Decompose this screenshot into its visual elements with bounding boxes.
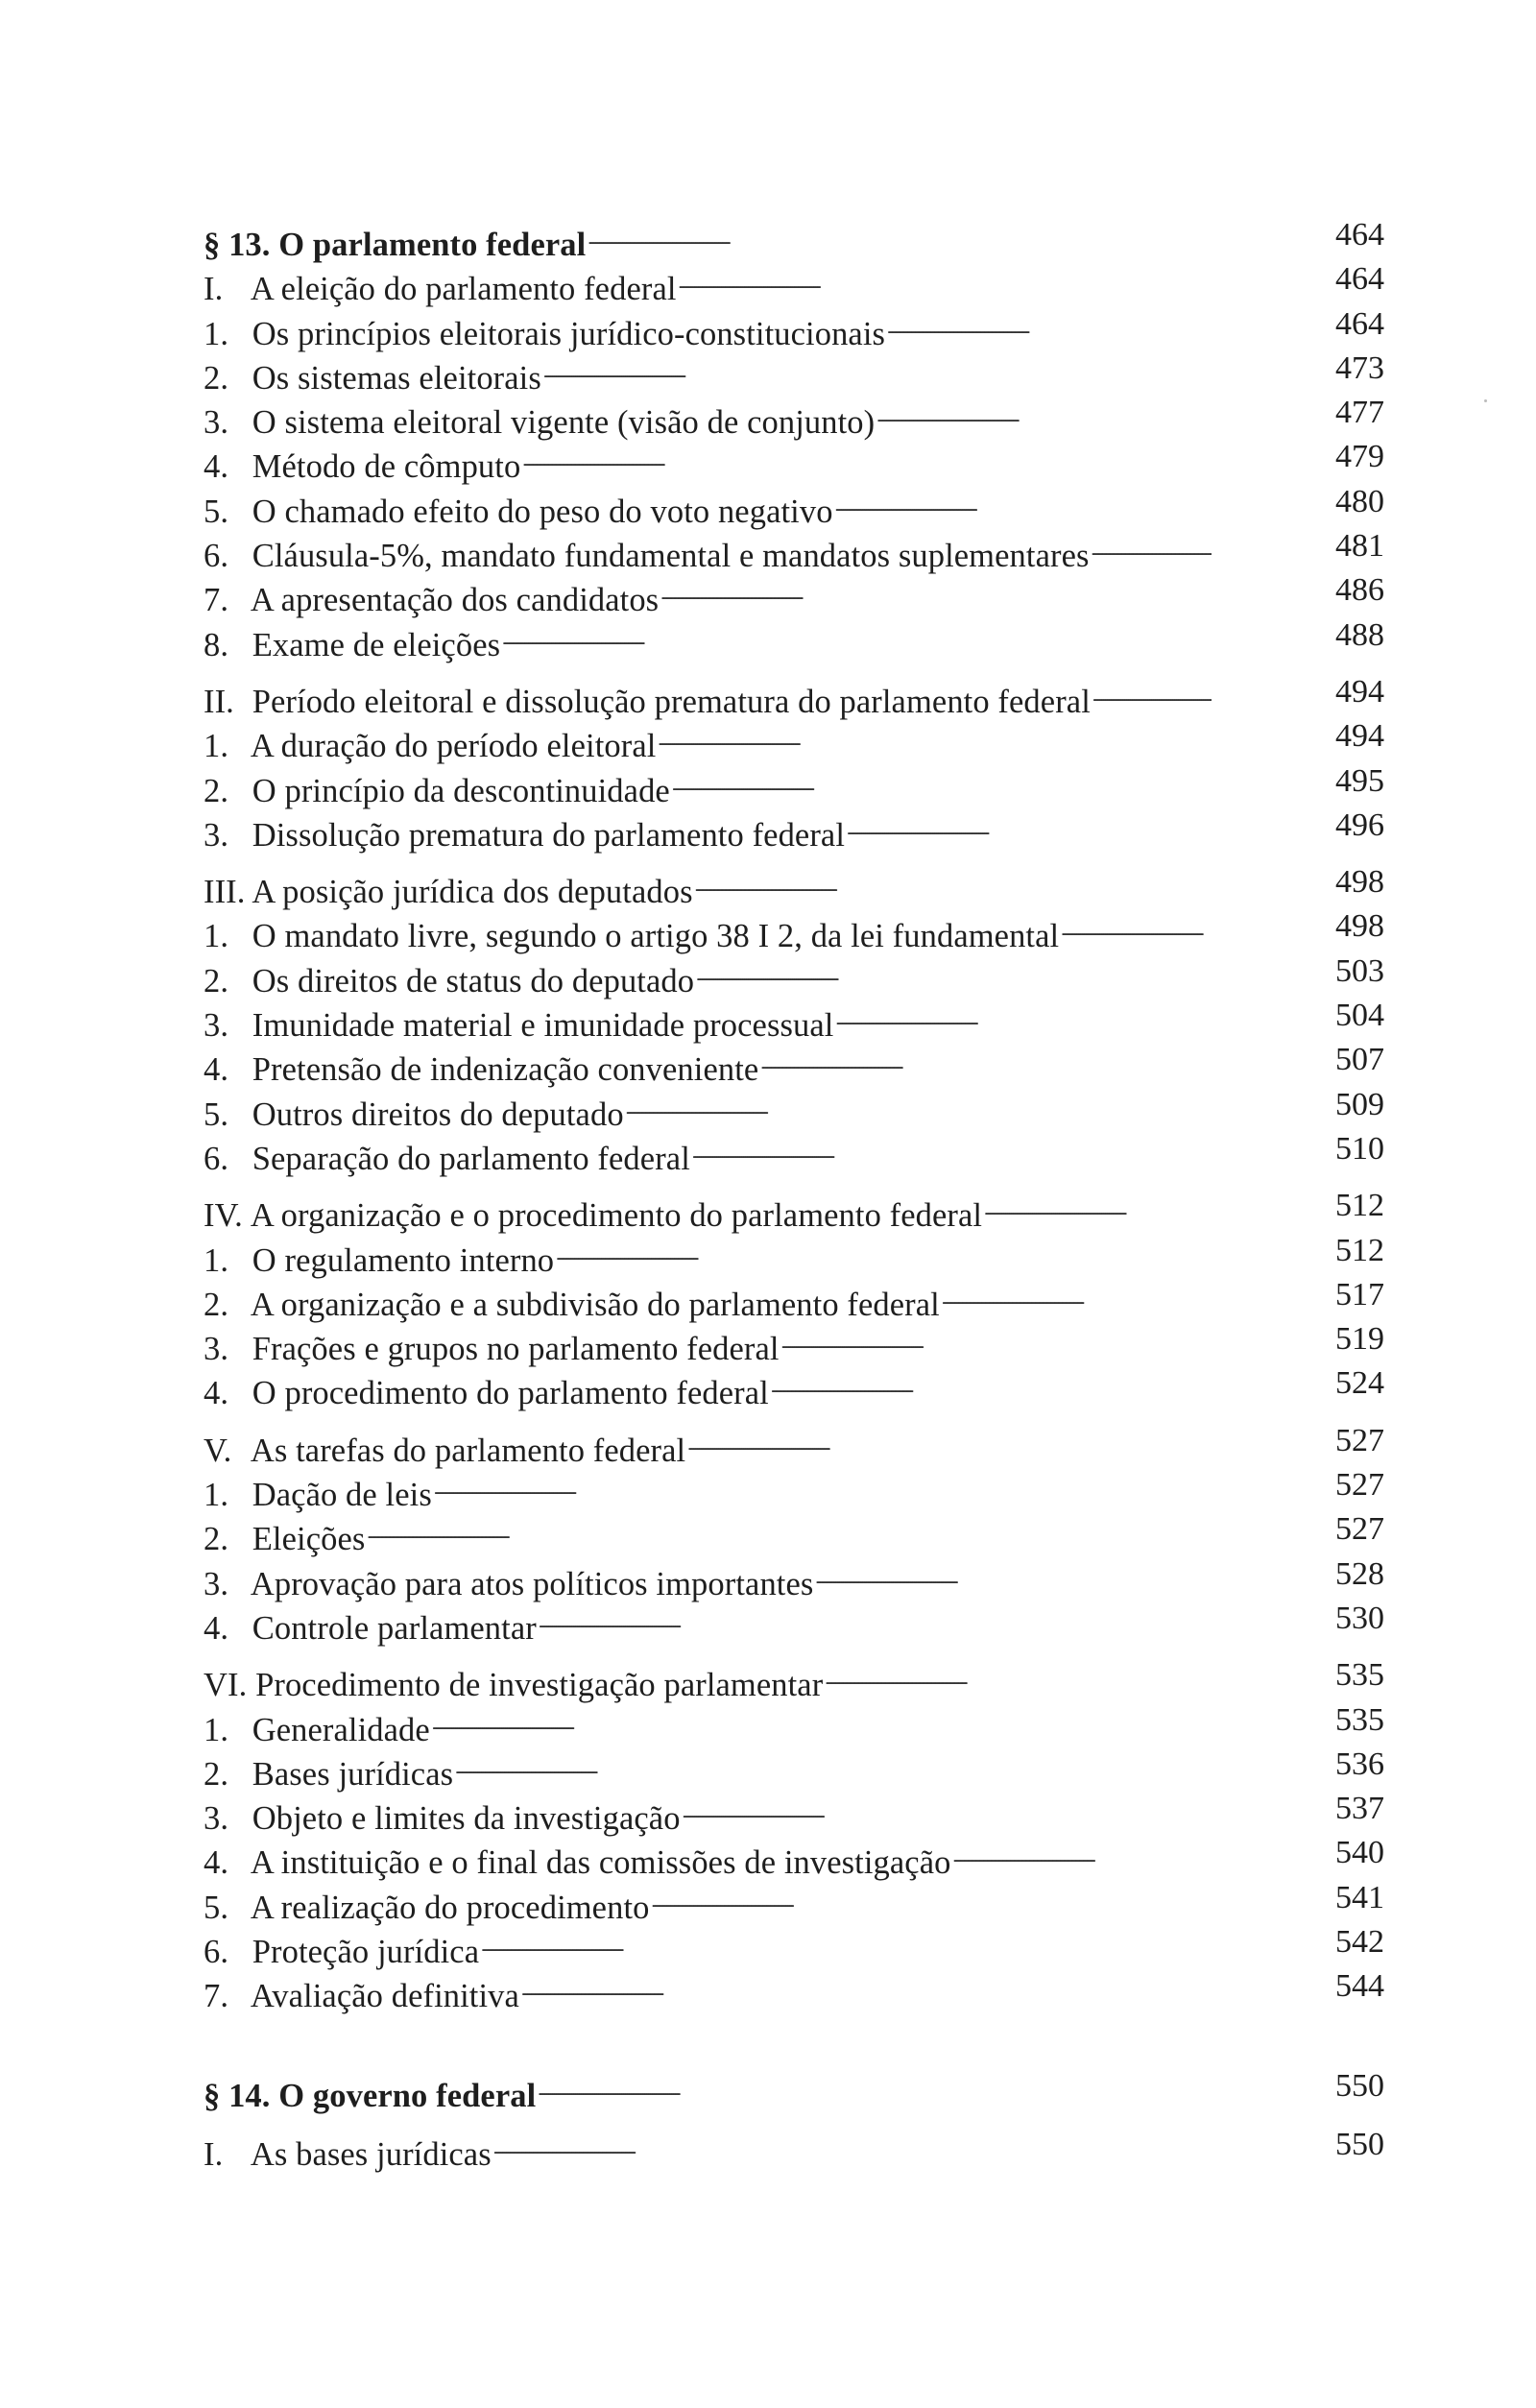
dot-leader bbox=[781, 1321, 1212, 1360]
dot-leader bbox=[588, 217, 1212, 255]
toc-chapter-heading bbox=[204, 217, 1384, 261]
toc-page-number: 495 bbox=[1335, 762, 1384, 799]
toc-entry-number: 7. bbox=[204, 582, 229, 619]
toc-entry-title: O chamado efeito do peso do voto negativo bbox=[252, 493, 833, 530]
toc-entry-title: Proteção jurídica bbox=[252, 1933, 480, 1970]
toc-entry-title: A duração do período eleitoral bbox=[250, 728, 657, 765]
toc-entry-title: Imunidade material e imunidade processual bbox=[252, 1007, 834, 1045]
toc-page-number: 544 bbox=[1335, 1968, 1384, 2005]
toc-entry-title: O parlamento federal bbox=[278, 227, 587, 263]
toc-entry-number: 8. bbox=[204, 626, 229, 663]
toc-entry bbox=[204, 1321, 1384, 1368]
toc-page-number: 541 bbox=[1335, 1879, 1384, 1915]
toc-entry-label bbox=[204, 1796, 681, 1841]
toc-entry-label bbox=[204, 959, 694, 1003]
toc-entry-label bbox=[204, 2074, 536, 2118]
toc-entry bbox=[204, 1423, 1384, 1467]
toc-entry-label bbox=[204, 813, 845, 857]
dot-leader bbox=[679, 261, 1212, 300]
dot-leader bbox=[847, 807, 1212, 846]
toc-entry bbox=[204, 1087, 1384, 1131]
toc-entry-label bbox=[204, 1562, 813, 1606]
dot-leader bbox=[825, 1657, 1212, 1696]
toc-entry-title: Objeto e limites da investigação bbox=[252, 1800, 681, 1838]
toc-page-number: 464 bbox=[1335, 305, 1384, 342]
toc-entry-label bbox=[204, 1193, 982, 1238]
dot-leader bbox=[835, 484, 1212, 522]
toc-entry-label bbox=[204, 223, 586, 267]
toc-entry-number: 6. bbox=[204, 538, 229, 575]
dot-leader bbox=[493, 2127, 1212, 2165]
toc-entry-number: 4. bbox=[204, 448, 229, 486]
toc-entry bbox=[204, 306, 1384, 350]
toc-entry bbox=[204, 528, 1384, 575]
toc-entry-label bbox=[204, 1752, 453, 1796]
toc-entry bbox=[204, 1835, 1384, 1882]
toc-entry-label bbox=[204, 1003, 833, 1047]
toc-entry-number: 1. bbox=[204, 1711, 229, 1748]
toc-entry bbox=[204, 1924, 1384, 1968]
toc-entry-number: 2. bbox=[204, 772, 229, 809]
toc-entry bbox=[204, 572, 1384, 619]
toc-entry-title: Os direitos de status do deputado bbox=[252, 962, 695, 999]
toc-entry-title: Os princípios eleitorais jurídico-constitucionais bbox=[252, 315, 886, 352]
toc-entry bbox=[204, 1233, 1384, 1277]
toc-entry bbox=[204, 1365, 1384, 1412]
toc-entry-number: I. bbox=[204, 2135, 224, 2173]
toc-page-number: 535 bbox=[1335, 1701, 1384, 1738]
toc-entry-number: 1. bbox=[204, 918, 229, 955]
toc-page-number: 524 bbox=[1335, 1365, 1384, 1402]
toc-entry-number: 3. bbox=[204, 1331, 229, 1368]
toc-page-number: 512 bbox=[1335, 1188, 1384, 1224]
dot-leader bbox=[543, 350, 1212, 389]
dot-leader bbox=[502, 617, 1212, 656]
toc-entry bbox=[204, 1188, 1384, 1235]
toc-entry-number: 4. bbox=[204, 1375, 229, 1412]
toc-entry-number: 2. bbox=[204, 359, 229, 397]
toc-entry-title: O sistema eleitoral vigente (visão de conjunto) bbox=[252, 404, 876, 442]
toc-entry bbox=[204, 1511, 1384, 1558]
toc-entry-title: Dação de leis bbox=[252, 1477, 432, 1514]
toc-page-number: 517 bbox=[1335, 1276, 1384, 1312]
toc-entry bbox=[204, 1657, 1384, 1704]
toc-entry-label bbox=[204, 445, 520, 489]
toc-entry bbox=[204, 1556, 1384, 1601]
dot-leader bbox=[481, 1924, 1212, 1963]
toc-entry-label bbox=[204, 400, 875, 445]
toc-entry-title: A organização e a subdivisão do parlamento federal bbox=[250, 1286, 940, 1323]
toc-entry-title: Bases jurídicas bbox=[252, 1755, 454, 1793]
toc-entry-number: § 14. bbox=[204, 2077, 271, 2114]
dot-leader bbox=[434, 1467, 1212, 1505]
dot-leader bbox=[556, 1233, 1212, 1271]
toc-entry-label bbox=[204, 490, 833, 534]
toc-entry bbox=[204, 1880, 1384, 1924]
toc-entry-title: Generalidade bbox=[252, 1711, 430, 1748]
toc-entry-title: As bases jurídicas bbox=[250, 2135, 492, 2173]
dot-leader bbox=[942, 1277, 1212, 1315]
toc-entry-title: O regulamento interno bbox=[252, 1241, 555, 1279]
toc-entry bbox=[204, 484, 1384, 528]
toc-entry-title: Eleições bbox=[252, 1521, 366, 1558]
dot-leader bbox=[1092, 528, 1212, 566]
toc-entry-number: I. bbox=[204, 271, 224, 308]
toc-entry-number: 2. bbox=[204, 1755, 229, 1793]
toc-entry-number: II. bbox=[204, 683, 234, 720]
toc-entry-number: 6. bbox=[204, 1140, 229, 1177]
toc-entry-label bbox=[204, 356, 541, 400]
dot-leader bbox=[626, 1087, 1212, 1125]
toc-page-number: 498 bbox=[1335, 864, 1384, 901]
dot-leader bbox=[692, 1131, 1212, 1169]
toc-entry-number: 7. bbox=[204, 1978, 229, 2015]
dot-leader bbox=[651, 1880, 1212, 1918]
toc-entry-title: Exame de eleições bbox=[252, 626, 501, 663]
toc-page-number: 527 bbox=[1335, 1422, 1384, 1458]
dot-leader bbox=[660, 572, 1212, 611]
dot-leader bbox=[432, 1702, 1212, 1741]
toc-page-number: 530 bbox=[1335, 1600, 1384, 1636]
toc-entry bbox=[204, 1746, 1384, 1791]
toc-entry-title: A organização e o procedimento do parlamento federal bbox=[250, 1197, 983, 1235]
toc-entry-number: IV. bbox=[204, 1197, 243, 1235]
toc-entry bbox=[204, 1601, 1384, 1645]
toc-entry-number: 3. bbox=[204, 1007, 229, 1045]
toc-entry bbox=[204, 350, 1384, 395]
dot-leader bbox=[952, 1835, 1212, 1873]
toc-entry bbox=[204, 1968, 1384, 2015]
toc-entry-label bbox=[204, 534, 1090, 578]
toc-page-number: 512 bbox=[1335, 1232, 1384, 1268]
toc-entry-label bbox=[204, 1708, 430, 1752]
dot-leader bbox=[815, 1556, 1212, 1595]
toc-entry-title: A posição jurídica dos deputados bbox=[252, 874, 693, 911]
dot-leader bbox=[1061, 908, 1212, 947]
toc-entry-label bbox=[204, 1371, 769, 1415]
toc-entry bbox=[204, 1467, 1384, 1514]
dot-leader bbox=[984, 1188, 1212, 1226]
toc-entry-label bbox=[204, 724, 656, 768]
toc-entry-number: 5. bbox=[204, 493, 229, 530]
dot-leader bbox=[522, 439, 1212, 477]
toc-entry-number: 4. bbox=[204, 1051, 229, 1089]
toc-page-number: 550 bbox=[1335, 2067, 1384, 2104]
toc-page-number: 479 bbox=[1335, 439, 1384, 475]
dot-leader bbox=[696, 953, 1212, 992]
toc-entry-title: A instituição e o final das comissões de investigação bbox=[250, 1844, 951, 1882]
toc-entry-label bbox=[204, 769, 670, 813]
toc-page-number: 509 bbox=[1335, 1086, 1384, 1122]
toc-entry-number: 6. bbox=[204, 1933, 229, 1970]
dot-leader bbox=[367, 1511, 1212, 1550]
dot-leader bbox=[760, 1042, 1212, 1080]
toc-entry-title: Procedimento de investigação parlamentar bbox=[255, 1667, 824, 1704]
dot-leader bbox=[672, 763, 1212, 802]
toc-entry-number: V. bbox=[204, 1432, 232, 1469]
toc-entry-title: O princípio da descontinuidade bbox=[252, 772, 670, 809]
toc-page-number: 481 bbox=[1335, 528, 1384, 565]
toc-page-number: 507 bbox=[1335, 1042, 1384, 1078]
toc-page-number: 494 bbox=[1335, 718, 1384, 755]
toc-entry-label bbox=[204, 680, 1091, 724]
dot-leader bbox=[887, 306, 1212, 345]
toc-entry-number: 1. bbox=[204, 1241, 229, 1279]
toc-entry-title: Dissolução prematura do parlamento federal bbox=[252, 816, 846, 854]
toc-page-number: 527 bbox=[1335, 1511, 1384, 1548]
toc-entry bbox=[204, 1702, 1384, 1746]
dot-leader bbox=[658, 718, 1212, 757]
toc-entry-title: Pretensão de indenização conveniente bbox=[252, 1051, 759, 1089]
toc-entry-label bbox=[204, 1930, 479, 1974]
toc-page-number: 535 bbox=[1335, 1657, 1384, 1694]
toc-page-number: 550 bbox=[1335, 2126, 1384, 2162]
toc-page-number: 503 bbox=[1335, 952, 1384, 989]
table-of-contents bbox=[204, 217, 1384, 2171]
toc-entry bbox=[204, 1791, 1384, 1838]
toc-entry-title: Cláusula-5%, mandato fundamental e mandatos suplementares bbox=[252, 538, 1090, 575]
toc-chapter-heading bbox=[204, 2068, 1384, 2112]
toc-entry-title: Avaliação definitiva bbox=[250, 1978, 519, 2015]
toc-entry-label bbox=[204, 1473, 432, 1517]
toc-entry-number: 3. bbox=[204, 816, 229, 854]
toc-entry-label bbox=[204, 1974, 519, 2018]
toc-entry-label bbox=[204, 2132, 492, 2177]
toc-entry bbox=[204, 807, 1384, 852]
toc-entry-label bbox=[204, 1841, 950, 1885]
toc-entry-label bbox=[204, 1239, 554, 1283]
toc-page-number: 464 bbox=[1335, 217, 1384, 253]
toc-entry-label bbox=[204, 312, 885, 356]
toc-entry-label bbox=[204, 1606, 537, 1650]
toc-entry-number: 3. bbox=[204, 1565, 229, 1602]
toc-entry-number: 3. bbox=[204, 1800, 229, 1838]
dot-leader bbox=[687, 1423, 1212, 1461]
toc-entry-label bbox=[204, 1327, 780, 1371]
toc-page-number: 504 bbox=[1335, 998, 1384, 1034]
toc-entry-number: 2. bbox=[204, 1521, 229, 1558]
toc-page-number: 480 bbox=[1335, 483, 1384, 519]
toc-entry-number: 1. bbox=[204, 1477, 229, 1514]
toc-entry-number: 5. bbox=[204, 1096, 229, 1133]
toc-entry-title: Controle parlamentar bbox=[252, 1609, 537, 1647]
toc-entry-title: A eleição do parlamento federal bbox=[250, 271, 677, 308]
toc-entry-label bbox=[204, 1047, 758, 1092]
dot-leader bbox=[1092, 674, 1212, 712]
toc-entry-label bbox=[204, 1283, 940, 1327]
toc-entry-title: A realização do procedimento bbox=[250, 1889, 650, 1926]
toc-entry bbox=[204, 1042, 1384, 1089]
dot-leader bbox=[835, 998, 1212, 1036]
toc-page-number: 510 bbox=[1335, 1130, 1384, 1167]
toc-entry-label bbox=[204, 1663, 823, 1707]
toc-entry-number: 3. bbox=[204, 404, 229, 442]
dot-leader bbox=[695, 864, 1212, 903]
dot-leader bbox=[455, 1746, 1212, 1785]
toc-page-number: 496 bbox=[1335, 807, 1384, 843]
toc-entry-number: III. bbox=[204, 874, 246, 911]
toc-page-number: 537 bbox=[1335, 1791, 1384, 1827]
toc-page-number: 528 bbox=[1335, 1555, 1384, 1592]
toc-entry-number: VI. bbox=[204, 1667, 248, 1704]
dot-leader bbox=[876, 395, 1212, 433]
toc-page-number: 527 bbox=[1335, 1467, 1384, 1504]
toc-entry-number: 2. bbox=[204, 962, 229, 999]
dot-leader bbox=[539, 1601, 1212, 1639]
toc-entry bbox=[204, 2127, 1384, 2171]
toc-entry bbox=[204, 395, 1384, 442]
toc-entry-number: 5. bbox=[204, 1889, 229, 1926]
toc-entry bbox=[204, 261, 1384, 308]
toc-entry bbox=[204, 1131, 1384, 1175]
dot-leader bbox=[683, 1791, 1212, 1829]
toc-entry bbox=[204, 617, 1384, 662]
toc-entry-title: O mandato livre, segundo o artigo 38 I 2, da lei fundamental bbox=[252, 918, 1060, 955]
dot-leader bbox=[538, 2068, 1212, 2107]
toc-entry-title: Os sistemas eleitorais bbox=[252, 359, 541, 397]
toc-entry-title: Período eleitoral e dissolução prematura do parlamento federal bbox=[252, 683, 1091, 720]
toc-entry-number: 2. bbox=[204, 1286, 229, 1323]
scan-speck bbox=[1484, 399, 1487, 402]
toc-entry-title: Aprovação para atos políticos importantes bbox=[250, 1565, 814, 1602]
toc-entry-title: O governo federal bbox=[278, 2077, 537, 2114]
toc-page-number: 540 bbox=[1335, 1835, 1384, 1871]
toc-entry-label bbox=[204, 914, 1059, 958]
toc-entry-label bbox=[204, 1093, 624, 1137]
toc-entry-number: 4. bbox=[204, 1844, 229, 1882]
toc-page-number: 488 bbox=[1335, 616, 1384, 653]
toc-entry bbox=[204, 864, 1384, 911]
toc-entry bbox=[204, 908, 1384, 955]
toc-entry-title: A apresentação dos candidatos bbox=[250, 582, 660, 619]
toc-entry-label bbox=[204, 1886, 649, 1930]
toc-entry bbox=[204, 1277, 1384, 1321]
toc-entry-title: Método de cômputo bbox=[252, 448, 521, 486]
toc-page-number: 473 bbox=[1335, 349, 1384, 386]
toc-entry-number: 1. bbox=[204, 315, 229, 352]
toc-entry-label bbox=[204, 1429, 685, 1473]
toc-page-number: 536 bbox=[1335, 1746, 1384, 1782]
toc-page-number: 498 bbox=[1335, 908, 1384, 945]
toc-entry-label bbox=[204, 578, 659, 622]
toc-entry-title: Separação do parlamento federal bbox=[252, 1140, 690, 1177]
toc-entry-title: O procedimento do parlamento federal bbox=[252, 1375, 769, 1412]
toc-page-number: 477 bbox=[1335, 395, 1384, 431]
toc-entry-number: 1. bbox=[204, 728, 229, 765]
toc-page-number: 494 bbox=[1335, 673, 1384, 710]
dot-leader bbox=[771, 1365, 1212, 1404]
toc-entry-number: 4. bbox=[204, 1609, 229, 1647]
toc-page-number: 519 bbox=[1335, 1321, 1384, 1358]
toc-entry-title: Outros direitos do deputado bbox=[252, 1096, 624, 1133]
toc-entry-title: As tarefas do parlamento federal bbox=[250, 1432, 686, 1469]
toc-entry-label bbox=[204, 870, 693, 914]
toc-page-number: 542 bbox=[1335, 1923, 1384, 1960]
toc-entry-label bbox=[204, 623, 500, 667]
toc-entry bbox=[204, 953, 1384, 998]
toc-page-number: 486 bbox=[1335, 572, 1384, 609]
toc-entry bbox=[204, 439, 1384, 486]
dot-leader bbox=[521, 1968, 1212, 2007]
toc-entry bbox=[204, 998, 1384, 1045]
toc-entry bbox=[204, 674, 1384, 718]
toc-entry-label bbox=[204, 1517, 365, 1561]
toc-entry-number: § 13. bbox=[204, 227, 271, 263]
toc-entry-title: Frações e grupos no parlamento federal bbox=[252, 1331, 780, 1368]
toc-entry bbox=[204, 763, 1384, 807]
toc-page-number: 464 bbox=[1335, 261, 1384, 298]
toc-entry-label bbox=[204, 1137, 690, 1181]
toc-entry bbox=[204, 718, 1384, 765]
toc-entry-label bbox=[204, 267, 677, 311]
